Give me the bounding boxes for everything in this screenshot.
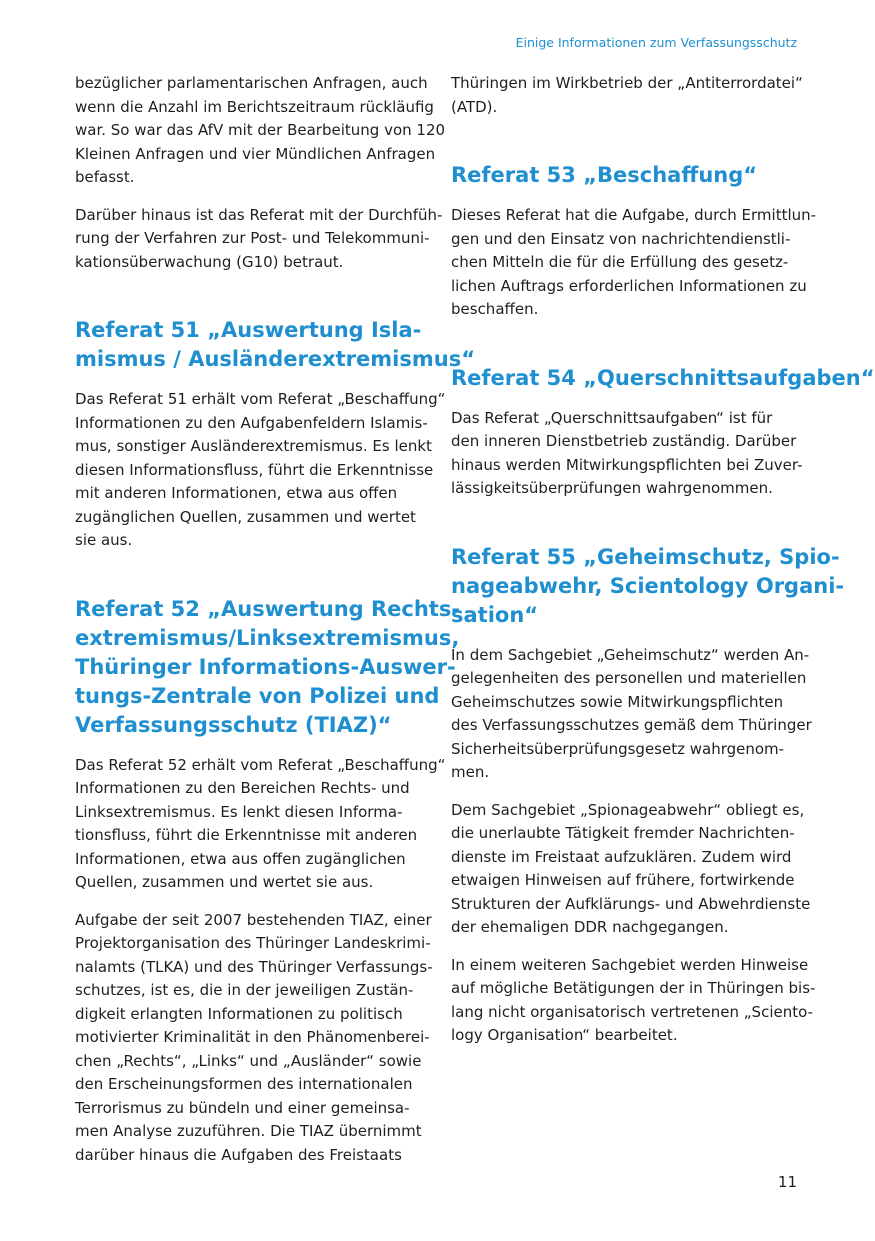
text-line: Das Referat „Querschnittsaufgaben“ ist für: [451, 408, 773, 427]
text-line: tungs-Zentrale von Polizei und: [75, 683, 440, 708]
text-line: diesen Informationsfluss, führt die Erkenntnisse: [75, 460, 434, 479]
text-line: Darüber hinaus ist das Referat mit der Durchfüh-: [75, 205, 443, 224]
text-line: (ATD).: [451, 97, 498, 116]
text-line: chen „Rechts“, „Links“ und „Ausländer“ sowie: [75, 1051, 422, 1070]
text-line: sie aus.: [75, 531, 133, 549]
text-line: darüber hinaus die Aufgaben des Freistaats: [75, 1145, 402, 1164]
paragraph-referat-52: [75, 754, 446, 895]
text-line: Referat 52 „Auswertung Rechts-: [75, 596, 461, 621]
text-line: Linksextremismus. Es lenkt diesen Informa-: [75, 802, 403, 821]
heading-referat-54: [451, 364, 875, 393]
text-line: gelegenheiten des personellen und materiellen: [451, 669, 807, 687]
text-line: Dem Sachgebiet „Spionageabwehr“ obliegt es,: [451, 800, 805, 819]
text-line: Projektorganisation des Thüringer Landeskrimi-: [75, 934, 431, 952]
text-line: der ehemaligen DDR nachgegangen.: [451, 918, 729, 936]
heading-referat-51: [75, 316, 475, 374]
text-line: Referat 51 „Auswertung Isla-: [75, 318, 422, 342]
text-line: extremismus/Linksextremismus,: [75, 625, 460, 650]
text-line: motivierter Kriminalität in den Phänomenberei-: [75, 1028, 430, 1046]
text-line: hinaus werden Mitwirkungspflichten bei Zuver-: [451, 455, 803, 474]
text-line: In dem Sachgebiet „Geheimschutz“ werden An-: [451, 645, 810, 664]
heading-referat-55: [451, 543, 845, 630]
text-line: Terrorismus zu bündeln und einer gemeinsa-: [75, 1098, 410, 1117]
heading-referat-52: [75, 595, 461, 740]
paragraph-atd: [451, 72, 803, 119]
text-line: bezüglicher parlamentarischen Anfragen, auch: [75, 74, 428, 92]
text-line: lang nicht organisatorisch vertretenen „Sciento-: [451, 1002, 813, 1021]
text-line: Aufgabe der seit 2007 bestehenden TIAZ, einer: [75, 910, 432, 929]
text-line: auf mögliche Betätigungen der in Thüringen bis-: [451, 979, 816, 997]
text-line: kationsüberwachung (G10) betraut.: [75, 252, 344, 271]
paragraph-anfragen: [75, 72, 446, 190]
text-line: Referat 53 „Beschaffung“: [451, 163, 758, 187]
right-column: [451, 72, 875, 1062]
text-line: sation“: [451, 602, 539, 627]
paragraph-geheimschutz: [451, 644, 812, 785]
text-line: zugänglichen Quellen, zusammen und wertet: [75, 507, 416, 526]
text-line: nalamts (TLKA) und des Thüringer Verfassungs-: [75, 957, 433, 976]
text-line: Strukturen der Aufklärungs- und Abwehrdienste: [451, 894, 811, 913]
text-line: mismus / Ausländerextremismus“: [75, 347, 475, 371]
text-line: Sicherheitsüberprüfungsgesetz wahrgenom-: [451, 739, 785, 758]
text-line: tionsfluss, führt die Erkenntnisse mit anderen: [75, 826, 418, 844]
text-line: dienste im Freistaat aufzuklären. Zudem wird: [451, 847, 792, 866]
text-line: Quellen, zusammen und wertet sie aus.: [75, 873, 374, 891]
text-line: schutzes, ist es, die in der jeweiligen Zustän-: [75, 981, 414, 999]
text-line: des Verfassungsschutzes gemäß dem Thüringer: [451, 716, 812, 734]
text-line: befasst.: [75, 168, 135, 186]
text-line: Thüringen im Wirkbetrieb der „Antiterrordatei“: [451, 74, 803, 92]
text-line: wenn die Anzahl im Berichtszeitraum rückläufig: [75, 97, 434, 116]
text-line: lässigkeitsüberprüfungen wahrgenommen.: [451, 479, 773, 497]
text-line: Referat 55 „Geheimschutz, Spio-: [451, 544, 840, 569]
text-line: beschaffen.: [451, 300, 539, 318]
text-line: chen Mitteln die für die Erfüllung des gesetz-: [451, 253, 789, 271]
paragraph-referat-54: [451, 407, 803, 501]
text-line: Das Referat 51 erhält vom Referat „Beschaffung“: [75, 390, 446, 408]
heading-referat-53: [451, 161, 803, 190]
text-line: den Erscheinungsformen des internationalen: [75, 1075, 413, 1093]
text-line: lichen Auftrags erforderlichen Informationen zu: [451, 276, 807, 295]
paragraph-referat-53: [451, 204, 817, 322]
text-line: nageabwehr, Scientology Organi-: [451, 573, 845, 598]
text-line: den inneren Dienstbetrieb zuständig. Darüber: [451, 432, 797, 450]
text-line: Informationen zu den Bereichen Rechts- und: [75, 779, 410, 797]
text-line: men Analyse zuzuführen. Die TIAZ übernimmt: [75, 1122, 422, 1140]
text-line: Informationen zu den Aufgabenfeldern Islamis-: [75, 413, 428, 432]
text-line: Das Referat 52 erhält vom Referat „Beschaffung“: [75, 755, 446, 774]
running-header: Einige Informationen zum Verfassungsschutz: [515, 35, 797, 50]
paragraph-referat-51: [75, 388, 446, 553]
text-line: Referat 54 „Querschnittsaufgaben“: [451, 365, 875, 390]
text-line: Kleinen Anfragen und vier Mündlichen Anfragen: [75, 144, 436, 163]
text-line: war. So war das AfV mit der Bearbeitung von 120: [75, 121, 446, 139]
paragraph-g10: [75, 204, 443, 275]
paragraph-tiaz: [75, 909, 433, 1168]
text-line: rung der Verfahren zur Post- und Telekommuni-: [75, 229, 430, 247]
paragraph-spionageabwehr: [451, 799, 811, 940]
text-line: Informationen, etwa aus offen zugänglichen: [75, 849, 406, 868]
text-line: mus, sonstiger Ausländerextremismus. Es lenkt: [75, 437, 432, 455]
text-line: die unerlaubte Tätigkeit fremder Nachrichten-: [451, 824, 795, 842]
text-line: men.: [451, 763, 490, 781]
paragraph-scientology: [451, 954, 816, 1048]
text-line: etwaigen Hinweisen auf frühere, fortwirkende: [451, 871, 795, 889]
page-number: 11: [777, 1173, 797, 1191]
text-line: mit anderen Informationen, etwa aus offen: [75, 484, 398, 502]
text-line: Dieses Referat hat die Aufgabe, durch Ermittlun-: [451, 206, 817, 224]
text-line: Thüringer Informations-Auswer-: [75, 654, 456, 679]
text-line: digkeit erlangten Informationen zu politisch: [75, 1004, 403, 1023]
text-line: Geheimschutzes sowie Mitwirkungspflichten: [451, 692, 784, 711]
text-line: Verfassungsschutz (TIAZ)“: [75, 712, 392, 737]
text-line: logy Organisation“ bearbeitet.: [451, 1026, 678, 1044]
text-line: In einem weiteren Sachgebiet werden Hinweise: [451, 955, 809, 974]
text-line: gen und den Einsatz von nachrichtendienstli-: [451, 229, 791, 248]
